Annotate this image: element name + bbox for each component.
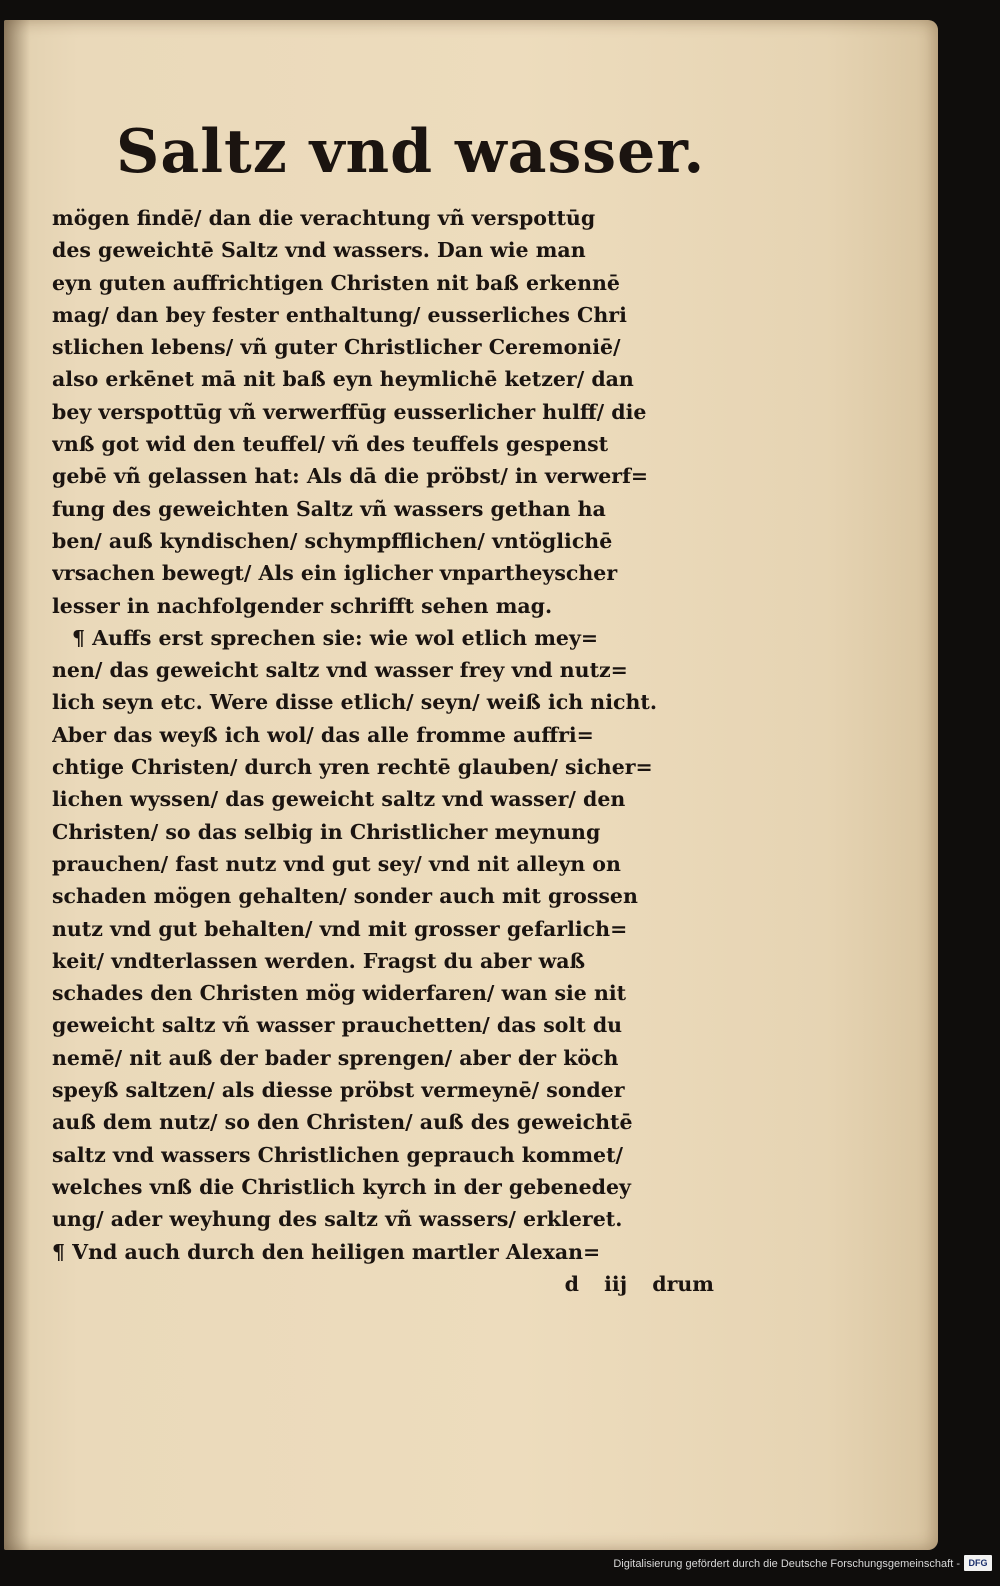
text-line: mag/ dan bey fester enthaltung/ eusserliches Chri <box>52 302 627 327</box>
text-line: mögen findē/ dan die verachtung vñ verspottūg <box>52 206 596 230</box>
text-line: fung des geweichten Saltz vñ wassers gethan ha <box>52 496 606 521</box>
text-line: nen/ das geweicht saltz vnd wasser frey vnd nutz= <box>52 658 628 683</box>
footer-note: Digitalisierung gefördert durch die Deutsche Forschungsgemeinschaft - <box>613 1558 960 1570</box>
text-line: geweicht saltz vñ wasser prauchetten/ das solt du <box>52 1013 623 1038</box>
text-line: Christen/ so das selbig in Christlicher meynung <box>52 819 601 844</box>
text-line: chtige Christen/ durch yren rechtē glauben/ sicher= <box>52 755 653 780</box>
text-line: also erkēnet mā nit baß eyn heymlichē ketzer/ dan <box>52 367 634 392</box>
text-line: eyn guten auffrichtigen Christen nit baß erkennē <box>52 270 620 295</box>
text-line: vrsachen bewegt/ Als ein iglicher vnpartheyscher <box>52 561 618 586</box>
paragraph-start-line: ¶ Auffs erst sprechen sie: wie wol etlich mey= <box>72 625 599 650</box>
text-line: lesser in nachfolgender schrifft sehen mag. <box>52 593 553 618</box>
page-heading: Saltz vnd wasser. <box>116 117 706 187</box>
text-line: speyß saltzen/ als diesse pröbst vermeynē/ sonder <box>52 1078 625 1103</box>
text-line: vnß got wid den teuffel/ vñ des teuffels gespenst <box>52 432 609 457</box>
spine-shadow <box>4 20 30 1550</box>
text-line: nutz vnd gut behalten/ vnd mit grosser gefarlich= <box>52 916 628 941</box>
signature-catchword-line: d iij drum <box>564 1271 714 1296</box>
text-line: keit/ vndterlassen werden. Fragst du aber waß <box>52 948 586 973</box>
text-line: nemē/ nit auß der bader sprengen/ aber der köch <box>52 1045 619 1070</box>
text-line: ung/ ader weyhung des saltz vñ wassers/ erkleret. <box>52 1207 623 1232</box>
dfg-logo-icon: DFG <box>964 1555 992 1571</box>
text-line: bey verspottūg vñ verwerffūg eusserlicher hulff/ die <box>52 399 647 424</box>
body-text <box>52 202 724 1300</box>
paragraph-start-line: ¶ Vnd auch durch den heiligen martler Alexan= <box>52 1239 601 1264</box>
book-page <box>4 20 938 1550</box>
text-line: Aber das weyß ich wol/ das alle fromme auffri= <box>52 722 594 747</box>
text-line: lich seyn etc. Were disse etlich/ seyn/ weiß ich nicht. <box>52 690 657 715</box>
text-line: gebē vñ gelassen hat: Als dā die pröbst/ in verwerf= <box>52 464 649 489</box>
text-line: stlichen lebens/ vñ guter Christlicher Ceremoniē/ <box>52 335 621 360</box>
text-line: welches vnß die Christlich kyrch in der gebenedey <box>52 1174 631 1199</box>
text-line: schades den Christen mög widerfaren/ wan sie nit <box>52 981 627 1006</box>
text-line: prauchen/ fast nutz vnd gut sey/ vnd nit alleyn on <box>52 851 621 876</box>
text-line: schaden mögen gehalten/ sonder auch mit grossen <box>52 884 638 909</box>
text-line: lichen wyssen/ das geweicht saltz vnd wasser/ den <box>52 787 626 812</box>
text-line: saltz vnd wassers Christlichen geprauch kommet/ <box>52 1142 624 1167</box>
text-line: ben/ auß kyndischen/ schympfflichen/ vntöglichē <box>52 528 613 553</box>
text-line: auß dem nutz/ so den Christen/ auß des geweichtē <box>52 1110 633 1135</box>
text-line: des geweichtē Saltz vnd wassers. Dan wie man <box>52 238 586 263</box>
